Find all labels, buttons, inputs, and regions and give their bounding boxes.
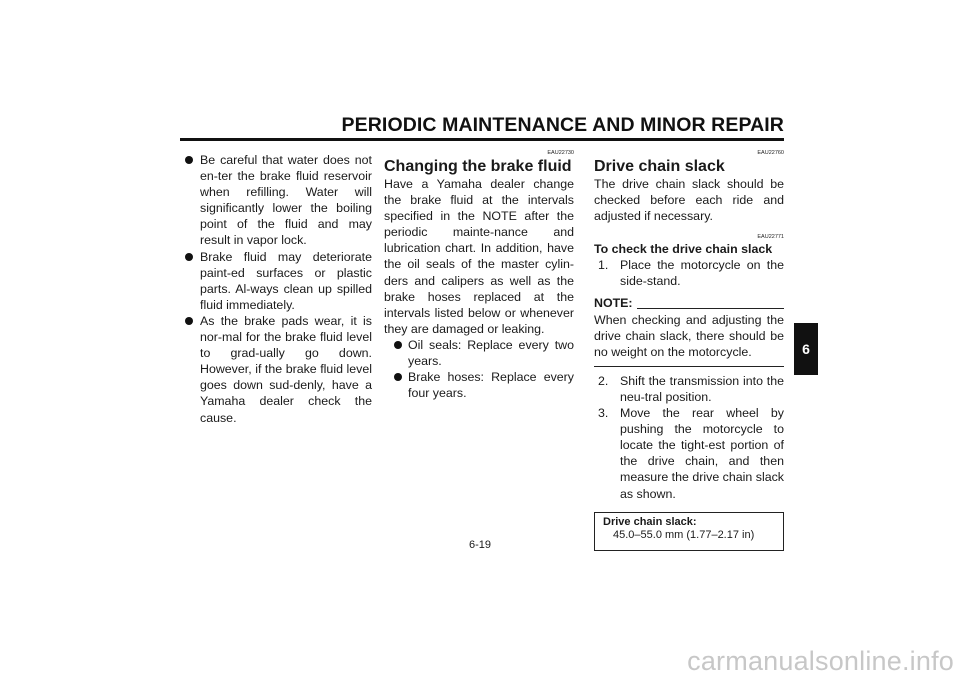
note-end-rule [594,366,784,367]
section-body: Have a Yamaha dealer change the brake fluid at the intervals specified in the NOTE after the periodic mainte-nance and lubrication chart. In addition, have the oil seals of the master cylin-ders and calipers as well as the brake hoses replaced at the intervals listed below or whenever they are damaged or leaking. [384,177,574,336]
replacement-intervals-list [384,337,574,401]
section-heading-changing-brake-fluid: Changing the brake fluid [384,158,572,175]
note-header [594,295,784,311]
column-1 [182,152,372,426]
column-2 [384,150,574,401]
section-code: EAU22760 [757,150,784,156]
list-item: 1. Place the motorcycle on the side-stand. [598,258,784,289]
column-3 [594,150,784,551]
list-item: 3. Move the rear wheel by pushing the motorcycle to locate the tight-est portion of the drive chain, and then measure the drive chain slack as shown. [598,406,784,501]
page-number: 6-19 [468,539,492,551]
steps-list [594,373,784,502]
section-code: EAU22730 [547,150,574,156]
bullet-icon [185,253,193,261]
brake-fluid-warnings-list [182,152,372,426]
watermark: carmanualsonline.info [687,646,954,676]
note-text: When checking and adjusting the drive chain slack, there should be no weight on the motorcycle. [594,312,784,359]
spec-value: 45.0–55.0 mm (1.77–2.17 in) [613,528,755,541]
section-heading-drive-chain-slack: Drive chain slack [594,158,725,175]
note-rule [637,308,784,309]
section-intro: The drive chain slack should be checked before each ride and adjusted if necessary. [594,177,784,224]
spec-title: Drive chain slack: [603,515,697,528]
note-label: NOTE: [594,296,633,311]
subsection-heading: To check the drive chain slack [594,242,773,257]
list-item: Oil seals: Replace every two years. [384,337,574,369]
bullet-icon [394,373,402,381]
spec-box [594,512,784,551]
list-item: Brake fluid may deteriorate paint-ed surfaces or plastic parts. Al-ways clean up spilled fluid immediately. [182,249,372,313]
page-header-title: PERIODIC MAINTENANCE AND MINOR REPAIR [341,114,784,136]
bullet-icon [185,156,193,164]
bullet-icon [394,341,402,349]
chapter-tab: 6 [794,323,818,375]
subsection-code: EAU22771 [757,234,784,241]
list-item: As the brake pads wear, it is nor-mal for the brake fluid level to grad-ually go down. However, if the brake fluid level goes down sud-denly, have a Yamaha dealer check the cause. [182,313,372,426]
list-item: 2. Shift the transmission into the neu-tral position. [598,373,784,404]
bullet-icon [185,317,193,325]
steps-list [594,257,784,289]
list-item: Be careful that water does not en-ter the brake fluid reservoir when refilling. Water will significantly lower the boiling point of the fluid and may result in vapor lock. [182,152,372,249]
list-item: Brake hoses: Replace every four years. [384,369,574,401]
header-rule [180,138,784,141]
